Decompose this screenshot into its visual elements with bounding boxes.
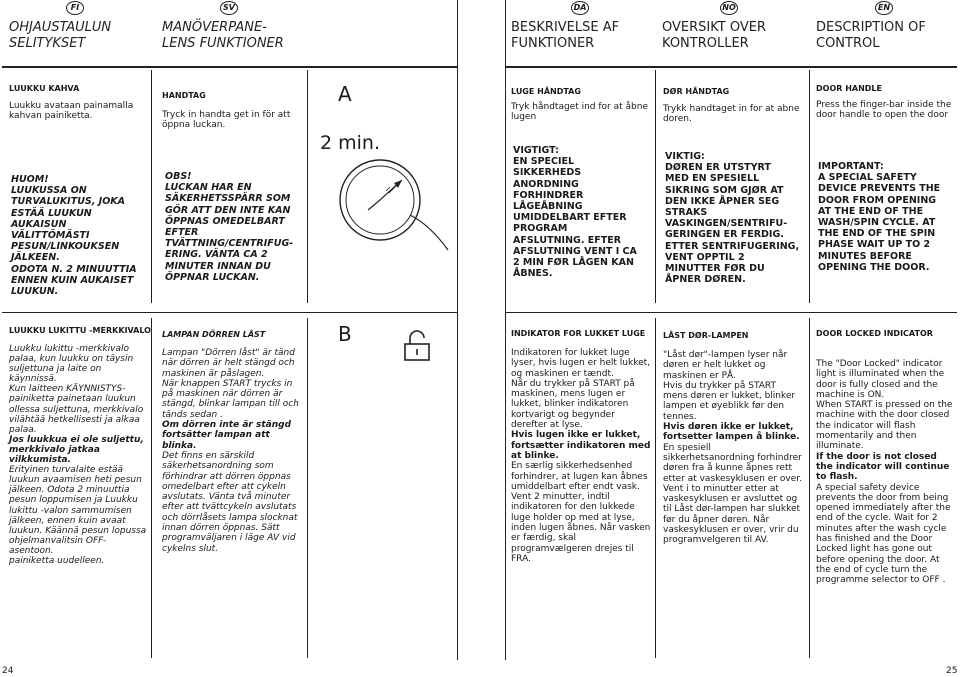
warning-line: FORHINDRER [513,189,584,201]
fi-door-warning [11,174,149,297]
en-door-handle-heading: DOOR HANDLE [816,84,882,93]
da-door-handle-body: Tryk håndtaget ind for at åbne lugen [511,102,648,123]
paragraph: Når du trykker på START på maskinen, mens lugen er lukket, blinker indikatoren kortvarigt og begynder derefter at lyse. [511,378,635,431]
warning-line: PHASE WAIT UP TO 2 [818,239,931,251]
badge-da: DA [571,1,589,15]
warning-line: ETTER SENTRIFUGERING, [665,240,800,252]
header-title-sv [162,20,284,52]
en-door-handle-body: Press the finger-bar inside the door handle to open the door [816,100,952,121]
warning-line: JÄLKEEN. [11,252,60,264]
paragraph: "Låst dør"-lampen lyser når døren er helt lukket og maskinen er PÅ. [663,350,788,381]
header-line: LENS FUNKTIONER [162,36,284,51]
left-page-edge [457,0,458,660]
warning-line: ENNEN KUIN AUKAISET [11,274,134,286]
paragraph: En spesiell sikkerhetsanordning forhindrer døren fra å kunne åpnes rett etter at vaskesyklusen er over. Vent i to minutter etter at vaskesyklusen er avsluttet og til Låst dør-lampen har slukket før du åpner døren. Når vaskesyklusen er over, vrir du programvelgeren til AV. [663,442,802,546]
paragraph: When START is pressed on the machine with the door closed the indicator will flash momentarily and then illuminate. [816,400,953,452]
paragraph-emphasis: Om dörren inte är stängd fortsätter lampan att blinka. [162,420,292,451]
warning-line: ANORDNING [513,178,579,190]
header-line: OHJAUSTAULUN [9,20,112,35]
section-divider-right [505,312,957,313]
warning-line: OPENING THE DOOR. [818,261,930,273]
divider-right-page-b [655,318,656,658]
warning-line: DEN IKKE ÅPNER SEG [665,195,780,207]
paragraph: När knappen START trycks in på maskinen när dörren är stängd, blinkar lampan till och tänds sedan . [162,378,299,420]
warning-line: MINUTER INNAN DU [165,260,271,272]
warning-line: EN SPECIEL [513,156,575,168]
warning-line: LUCKAN HAR EN [165,182,252,194]
warning-line: AFSLUTNING. EFTER [513,234,622,246]
warning-line: ODOTA N. 2 MINUUTTIA [11,263,137,275]
warning-line: SÄKERHETSSPÄRR SOM [165,193,291,205]
sv-door-handle-body: Tryck in handta get in för att öppna luckan. [162,110,291,131]
warning-line: HUOM! [11,174,49,185]
en-door-warning [818,161,958,273]
warning-line: VIGTIGT: [513,145,559,156]
en-door-locked-heading: DOOR LOCKED INDICATOR [816,329,933,338]
header-line: BESKRIVELSE AF [511,20,620,35]
door-clock-icon [330,155,450,265]
fi-door-locked-body [9,344,149,566]
fi-door-handle-heading: LUUKKU KAHVA [9,84,80,93]
paragraph-emphasis: If the door is not closed the indicator will continue to flash. [816,451,950,483]
divider-right-page-a [655,70,656,303]
paragraph: Hvis du trykker på START mens døren er lukket, blinker lampen et øyeblikk før den tennes. [663,380,796,422]
header-line: OVERSIKT OVER [662,20,766,35]
badge-no: NO [720,1,738,15]
paragraph: Lampan "Dörren låst" är tänd när dörren är helt stängd och maskinen är påslagen. [162,348,295,379]
warning-line: AFSLUTNING VENT I CA [513,245,637,257]
warning-line: EFTER [165,227,199,239]
warning-line: STRAKS [665,207,708,219]
warning-line: VENT OPPTIL 2 [665,251,745,263]
warning-line: PROGRAM [513,223,568,235]
warning-line: GÖR ATT DEN INTE KAN [165,204,291,216]
warning-line: WASH/SPIN CYCLE. AT [818,217,936,229]
paragraph: Indikatoren for lukket luge lyser, hvis lugen er helt lukket, og maskinen er tændt. [511,348,651,379]
section-divider-left [2,312,457,313]
divider-left-page-b [151,318,152,658]
no-door-locked-heading: LÅST DØR-LAMPEN [663,331,749,340]
warning-line: OBS! [165,171,192,182]
header-title-da [511,20,619,52]
warning-line: IMPORTANT: [818,161,884,172]
header-line: MANÖVERPANE- [162,20,267,35]
header-title-fi [9,20,111,52]
padlock-icon [402,328,432,362]
warning-line: GERINGEN ER FERDIG. [665,229,784,241]
fi-door-handle-body: Luukku avataan painamalla kahvan painiketta. [9,101,134,122]
paragraph: Kun laitteen KÄYNNISTYS-painiketta painetaan luukun ollessa suljettuna, merkkivalo vilähtää hetkellisesti ja alkaa palaa. [9,384,144,435]
no-door-handle-heading: DØR HÅNDTAG [663,87,730,96]
warning-line: MED EN SPESIELL [665,173,760,185]
paragraph: Erityinen turvalaite estää luukun avaamisen heti pesun jälkeen. Odota 2 minuuttia pesun loppumisen ja Luukku lukittu -valon sammumisen jälkeen, ennen kuin avaat luukun. Käännä pesun lopussa ohjelmanvalitsin OFF-asentoon. [9,465,147,556]
fi-door-locked-heading: LUUKKU LUKITTU -MERKKIVALO [9,326,151,335]
warning-line: AUKAISUN [11,218,67,230]
page-number-right: 25 [946,666,958,676]
warning-line: ÖPPNAR LUCKAN. [165,271,260,283]
warning-line: ESTÄÄ LUUKUN [11,207,92,219]
warning-line: ERING. VÄNTA CA 2 [165,249,268,261]
warning-line: UMIDDELBART EFTER [513,212,627,224]
section-b-letter: B [338,322,352,346]
header-title-no [662,20,766,52]
badge-sv: SV [220,1,238,15]
warning-line: SIKKERHEDS [513,167,582,179]
warning-line: 2 MIN FØR LÅGEN KAN [513,257,634,269]
divider-left-page-b2 [307,318,308,658]
warning-line: TURVALUKITUS, JOKA [11,196,125,208]
warning-line: MINUTES BEFORE [818,250,912,262]
header-line: FUNKTIONER [511,36,595,51]
warning-line: MINUTTER FØR DU [665,263,765,275]
sv-door-locked-heading: LAMPAN DÖRREN LÅST [162,330,266,339]
da-door-locked-body [511,348,651,564]
warning-line: ÅPNER DØREN. [665,274,746,286]
warning-line: ÖPPNAS OMEDELBART [165,215,285,227]
warning-line: AT THE END OF THE [818,205,924,217]
warning-line: TVÄTTNING/CENTRIFUG- [165,238,294,250]
header-line: SELITYKSET [9,36,86,51]
no-door-warning [665,151,807,285]
header-rule-right [505,66,957,68]
warning-line: LUUKUSSA ON [11,185,87,197]
timer-label: 2 min. [320,132,380,154]
paragraph: Det finns en särskild säkerhetsanordning som förhindrar att dörren öppnas omedelbart efter att cykeln avslutats. Vänta två minuter efter att tvättcykeln avslutats och dörrlåsets lampa slocknat innan dörren öppnas. Sätt programväljaren i läge AV vid cykelns slut. [162,450,298,554]
warning-line: VIKTIG: [665,151,705,162]
warning-line: A SPECIAL SAFETY [818,172,917,184]
warning-line: VÄLITTÖMÄSTI [11,230,90,242]
sv-door-warning [165,171,305,283]
paragraph: The "Door Locked" indicator light is illuminated when the door is fully closed and the machine is ON. [816,359,945,400]
paragraph: En særlig sikkerhedsenhed forhindrer, at lugen kan åbnes umiddelbart efter endt vask. Vent 2 minutter, indtil indikatoren for den lukkede luge holder op med at lyse, inden lugen åbnes. Når vasken er færdig, skal programvælgeren drejes til FRA. [511,461,651,564]
warning-line: ÅBNES. [513,268,553,280]
header-line: CONTROL [816,36,880,51]
sv-door-handle-heading: HANDTAG [162,91,206,100]
paragraph: A special safety device prevents the door from being opened immediately after the end of the cycle. Wait for 2 minutes after the wash cycle has finished and the Door Locked light has gone out before opening the door. At the end of cycle turn the programme selector to OFF . [816,482,951,586]
header-line: KONTROLLER [662,36,749,51]
da-door-locked-heading: INDIKATOR FOR LUKKET LUGE [511,329,646,338]
warning-line: VASKINGEN/SENTRIFU- [665,218,788,230]
paragraph-emphasis: Hvis lugen ikke er lukket, fortsætter indikatoren med at blinke. [511,430,651,461]
no-door-handle-body: Trykk handtaget in for at abne doren. [663,104,800,125]
paragraph-emphasis: Jos luukkua ei ole suljettu, merkkivalo jatkaa vilkkumista. [9,434,144,466]
warning-line: SIKRING SOM GJØR AT [665,184,784,196]
da-door-handle-heading: LUGE HÅNDTAG [511,87,581,96]
right-page-edge [505,0,506,660]
warning-line: DØREN ER UTSTYRT [665,162,771,174]
section-a-letter: A [338,82,352,106]
divider-left-page-a [151,70,152,303]
paragraph: Luukku lukittu -merkkivalo palaa, kun luukku on täysin suljettuna ja laite on käynnissä. [9,344,134,385]
warning-line: PESUN/LINKOUKSEN [11,241,120,253]
sv-door-locked-body [162,348,302,554]
divider-left-page-a2 [307,70,308,303]
warning-line: LÅGEÅBNING [513,201,583,213]
paragraph: painiketta uudelleen. [9,555,105,566]
divider-right-page-a2 [809,70,810,303]
en-door-locked-body [816,359,956,586]
warning-line: DEVICE PREVENTS THE [818,183,941,195]
warning-line: DOOR FROM OPENING [818,194,937,206]
paragraph-emphasis: Hvis døren ikke er lukket, fortsetter lampen å blinke. [663,422,800,443]
warning-line: THE END OF THE SPIN [818,228,936,240]
badge-fi: FI [66,1,84,15]
no-door-locked-body [663,350,803,546]
header-title-en [816,20,926,52]
header-rule-left [2,66,457,68]
header-line: DESCRIPTION OF [816,20,926,35]
badge-en: EN [875,1,893,15]
warning-line: LUUKUN. [11,286,59,298]
divider-right-page-b2 [809,318,810,658]
page-number-left: 24 [2,666,14,676]
da-door-warning [513,145,653,279]
